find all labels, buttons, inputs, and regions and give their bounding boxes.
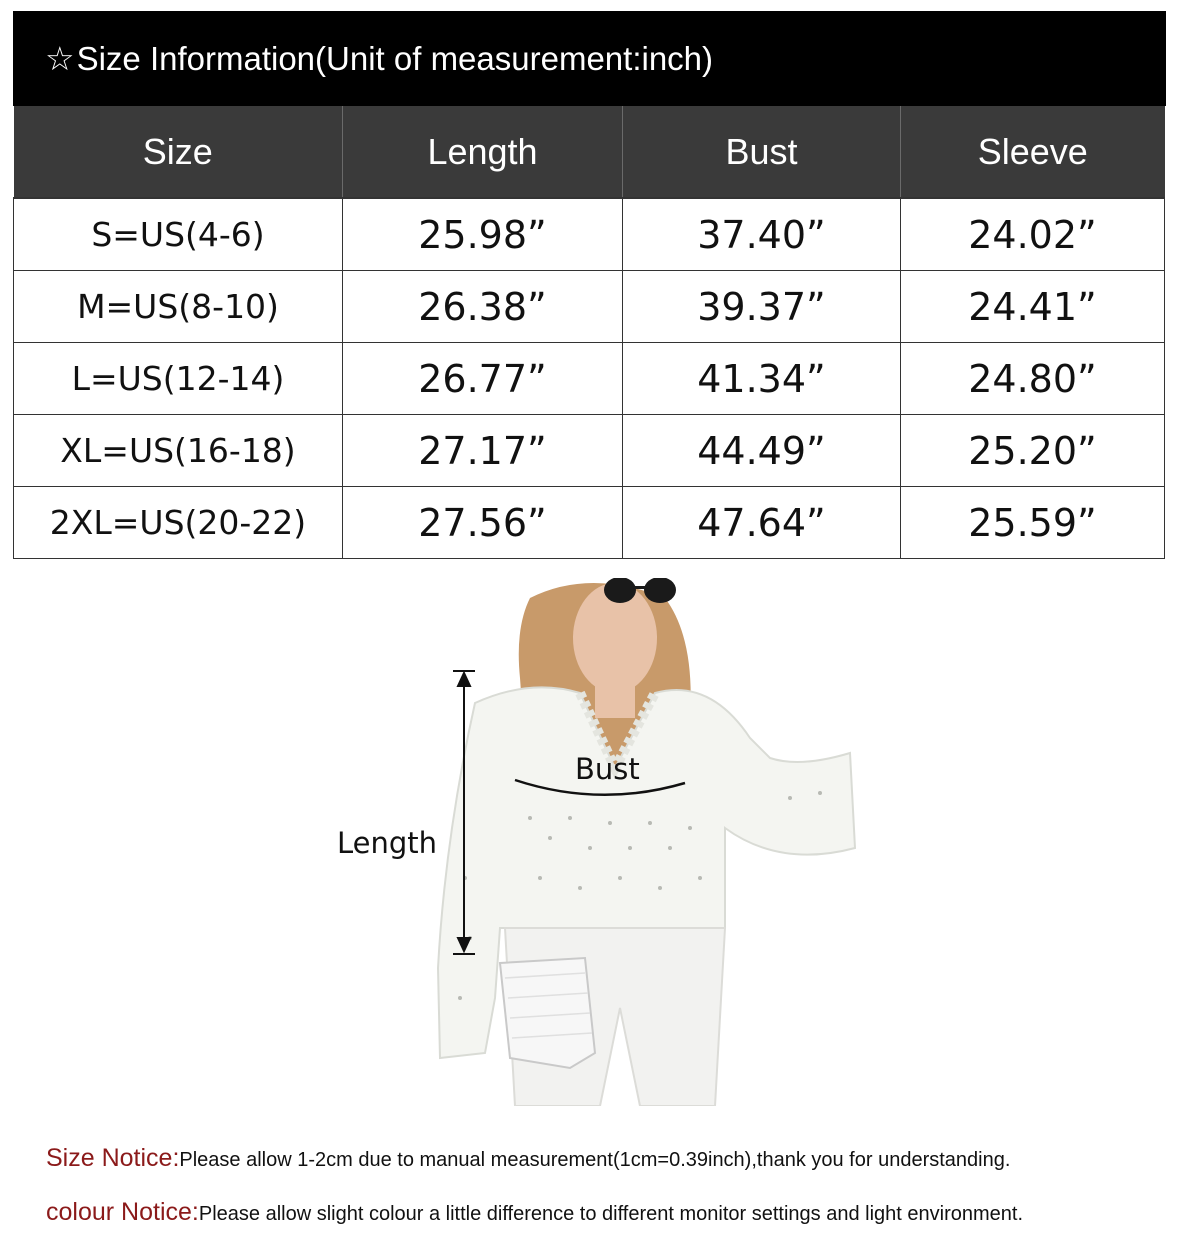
size-notice-text: Please allow 1-2cm due to manual measurement(1cm=0.39inch),thank you for understanding.: [179, 1149, 1011, 1171]
bust-cell: 39.37”: [623, 271, 901, 343]
model-figure: [330, 578, 870, 1106]
size-info-title: [13, 11, 1166, 106]
bust-cell: 37.40”: [623, 198, 901, 271]
length-cell: 27.56”: [343, 487, 623, 559]
table-row: [14, 271, 1165, 343]
length-cell: 26.77”: [343, 343, 623, 415]
column-header-length: Length: [343, 106, 623, 198]
length-cell: 27.17”: [343, 415, 623, 487]
sleeve-cell: 25.20”: [901, 415, 1165, 487]
table-row: [14, 487, 1165, 559]
bust-cell: 41.34”: [623, 343, 901, 415]
neck-shape: [595, 683, 635, 718]
size-notice-key: Size Notice:: [46, 1144, 180, 1172]
bust-label: Bust: [575, 752, 640, 786]
table-header-row: [14, 106, 1165, 198]
column-header-size: Size: [14, 106, 343, 198]
size-table: [13, 106, 1165, 559]
bust-cell: 47.64”: [623, 487, 901, 559]
sleeve-cell: 24.80”: [901, 343, 1165, 415]
bust-cell: 44.49”: [623, 415, 901, 487]
length-cell: 26.38”: [343, 271, 623, 343]
sleeve-cell: 24.41”: [901, 271, 1165, 343]
sleeve-cell: 25.59”: [901, 487, 1165, 559]
column-header-sleeve: Sleeve: [901, 106, 1165, 198]
star-icon: ☆: [45, 40, 75, 77]
table-row: [14, 415, 1165, 487]
sleeve-cell: 24.02”: [901, 198, 1165, 271]
title-text: Size Information(Unit of measurement:inch): [76, 39, 714, 77]
colour-notice-text: Please allow slight colour a little difference to different monitor settings and light environment.: [198, 1203, 1024, 1225]
size-cell: XL=US(16-18): [14, 415, 343, 487]
size-cell: 2XL=US(20-22): [14, 487, 343, 559]
table-row: [14, 343, 1165, 415]
size-cell: L=US(12-14): [14, 343, 343, 415]
colour-notice-key: colour Notice:: [46, 1198, 199, 1226]
size-cell: M=US(8-10): [14, 271, 343, 343]
colour-notice: [46, 1198, 1023, 1227]
length-cell: 25.98”: [343, 198, 623, 271]
length-label: Length: [337, 826, 438, 860]
size-cell: S=US(4-6): [14, 198, 343, 271]
table-row: [14, 198, 1165, 271]
column-header-bust: Bust: [623, 106, 901, 198]
size-notice: [46, 1144, 1010, 1173]
handbag-icon: [500, 958, 595, 1068]
